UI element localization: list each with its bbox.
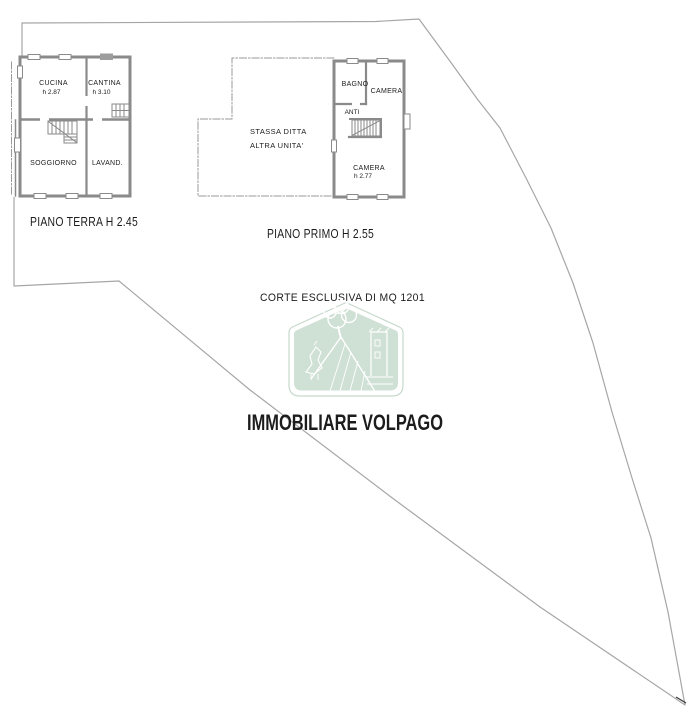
other-unit-note-line2: ALTRA UNITA' (250, 141, 304, 150)
agency-name-watermark: IMMOBILIARE VOLPAGO (247, 410, 443, 435)
room-height-cucina: h 2.87 (42, 89, 61, 96)
room-label-soggiorno: SOGGIORNO (30, 160, 77, 167)
room-height-camera-sud: h 2.77 (353, 173, 373, 180)
room-height-cantina: h 3.10 (92, 89, 111, 96)
first-floor-plan (198, 58, 410, 241)
room-label-camera-sud: CAMERA (353, 165, 385, 172)
other-unit-note-line1: STASSA DITTA (250, 127, 307, 136)
room-label-bagno: BAGNO (341, 81, 369, 88)
room-label-lavanderia: LAVAND. (91, 160, 124, 167)
agency-watermark (247, 301, 443, 436)
ground-floor-stairs (48, 121, 77, 143)
court-label: CORTE ESCLUSIVA DI MQ 1201 (260, 292, 425, 304)
ground-floor-title: PIANO TERRA H 2.45 (30, 215, 138, 229)
room-label-camera-nord: CAMERA (370, 88, 403, 95)
first-floor-title: PIANO PRIMO H 2.55 (267, 227, 374, 241)
room-label-cucina: CUCINA (39, 80, 68, 87)
cantina-stairs (112, 104, 129, 117)
chimney-block (100, 54, 113, 61)
room-label-anti: ANTI (344, 109, 360, 116)
first-floor-stairs (352, 120, 380, 136)
ground-floor-plan (12, 54, 139, 230)
right-wall-opening (404, 114, 410, 129)
room-label-cantina: CANTINA (88, 80, 121, 87)
